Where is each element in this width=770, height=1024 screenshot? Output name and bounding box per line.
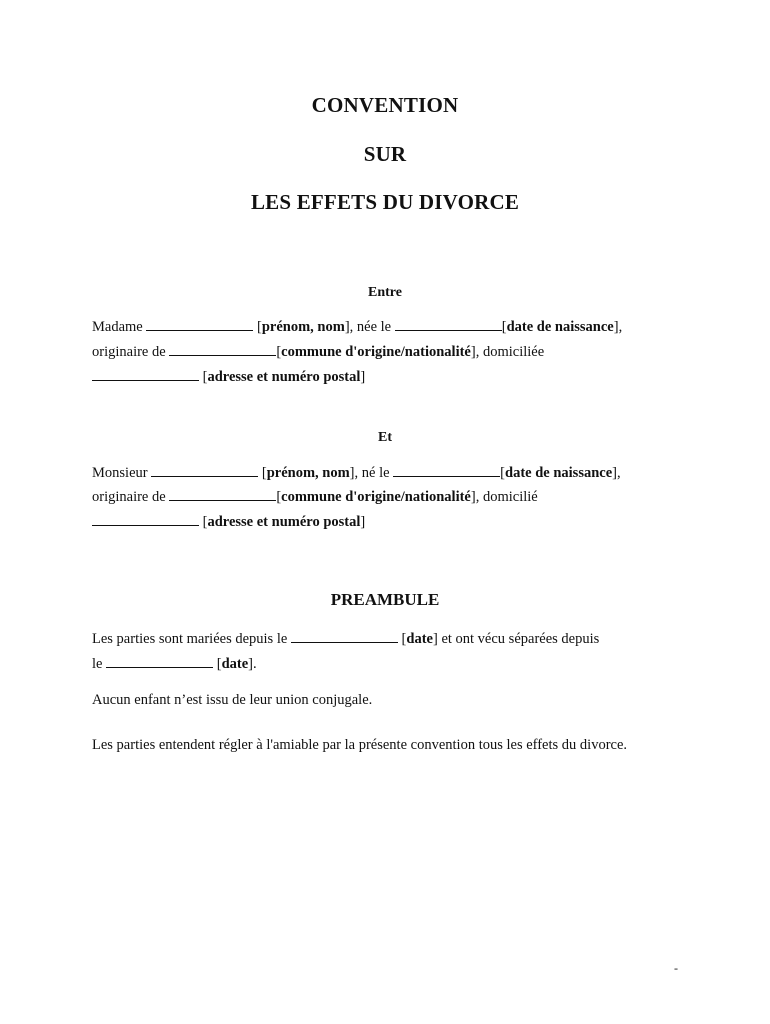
page-footer-mark: -: [674, 961, 678, 975]
party1-name-placeholder: prénom, nom: [261, 319, 345, 335]
party1-birthdate-field[interactable]: [395, 319, 502, 331]
preamble-le-text: le: [92, 656, 103, 672]
party2-line1-end: ],: [612, 465, 621, 481]
party2-origin-placeholder: commune d'origine/nationalité: [281, 489, 471, 505]
preamble-separated-text: ] et ont vécu séparées depuis: [432, 631, 600, 647]
party2-title-label: Monsieur: [92, 465, 148, 481]
party2-origin-line: originaire de [commune d'origine/nationalité], domicilié: [92, 489, 538, 505]
party2-heading: Et: [378, 430, 392, 445]
party2-name-field[interactable]: [151, 465, 258, 477]
marriage-date-placeholder: date: [406, 631, 433, 647]
party2-address-placeholder: adresse et numéro postal: [207, 514, 361, 530]
separation-date-placeholder: date: [221, 656, 249, 672]
party1-birthdate-placeholder: date de naissance: [506, 319, 614, 335]
party1-origin-placeholder: commune d'origine/nationalité: [281, 344, 471, 360]
party1-born-label: , née le: [349, 319, 392, 335]
party1-title-label: Madame: [92, 319, 143, 335]
preamble-separation-line: le [date].: [92, 656, 257, 672]
party1-heading: Entre: [368, 285, 402, 300]
party1-line1-end: ],: [613, 319, 623, 335]
party1-name-field[interactable]: [146, 319, 253, 331]
party2-address-line: [adresse et numéro postal]: [92, 514, 682, 531]
no-children-paragraph: Aucun enfant n’est issu de leur union conjugale.: [92, 692, 373, 708]
party2-born-label: , né le: [354, 465, 390, 481]
party2-address-field[interactable]: [92, 514, 199, 526]
party1-address-placeholder: adresse et numéro postal: [207, 369, 361, 385]
party2-origin-field[interactable]: [169, 489, 276, 501]
marriage-date-field[interactable]: [291, 631, 398, 643]
party2-domicile-label: ], domicilié: [470, 489, 538, 505]
party1-origin-label: originaire de: [92, 344, 166, 360]
party1-domicile-label: ], domiciliée: [470, 344, 545, 360]
party1-address-field[interactable]: [92, 369, 199, 381]
agreement-paragraph: Les parties entendent régler à l'amiable par la présente convention tous les effets du divorce.: [92, 737, 628, 753]
preamble-marriage-line: Les parties sont mariées depuis le [date] et ont vécu séparées depuis: [92, 631, 600, 647]
document-title-line-2: SUR: [363, 142, 407, 166]
preamble-line2-end: ].: [248, 656, 257, 672]
preamble-married-text: Les parties sont mariées depuis le: [92, 631, 288, 647]
separation-date-field[interactable]: [106, 656, 213, 668]
party1-origin-field[interactable]: [169, 344, 276, 356]
document-title-line-1: CONVENTION: [311, 93, 459, 117]
party2-birthdate-placeholder: date de naissance: [505, 465, 613, 481]
party1-name-line: Madame [prénom, nom], née le [date de naissance],: [92, 319, 623, 335]
party2-name-placeholder: prénom, nom: [266, 465, 350, 481]
party2-origin-label: originaire de: [92, 489, 166, 505]
preamble-heading: PREAMBULE: [330, 590, 440, 609]
party2-name-line: Monsieur [prénom, nom], né le [date de naissance],: [92, 465, 621, 481]
party1-address-line: [adresse et numéro postal]: [92, 369, 682, 386]
party1-origin-line: originaire de [commune d'origine/nationalité], domiciliée: [92, 344, 545, 360]
document-title-line-3: LES EFFETS DU DIVORCE: [250, 190, 520, 214]
party2-birthdate-field[interactable]: [393, 465, 500, 477]
